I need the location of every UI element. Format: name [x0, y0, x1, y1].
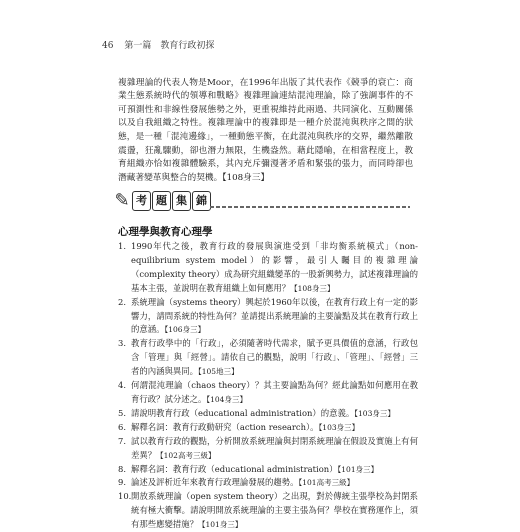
banner-tile: 考 [132, 191, 151, 211]
question-text: 何謂混沌理論（chaos theory）？其主要論點為何？經此論點如何應用在教育行政？試分述之。 [131, 380, 418, 404]
question-number: 7. [118, 435, 126, 446]
list-item [118, 476, 418, 490]
list-item [118, 435, 418, 463]
question-text: 請說明教育行政（educational administration）的意義。 [131, 407, 355, 418]
list-item [118, 421, 418, 435]
exam-tag: 【105地三】 [198, 367, 239, 377]
question-list [118, 240, 418, 532]
running-title: 第一篇 教育行政初探 [124, 41, 215, 51]
exam-collection-banner [110, 189, 410, 213]
exam-tag: 【108身三】 [290, 283, 335, 293]
pencil-icon: ✎ [114, 190, 130, 211]
list-item [118, 490, 418, 532]
exam-tag: 【101身三】 [337, 464, 379, 474]
question-number: 1. [118, 241, 126, 251]
question-text: 系統理論（systems theory）興起於1960年以後，在教育行政上有一定的影響力，請問系統的特性為何？並請提出系統理論的主要論點及其在教育行政上的意涵。 [131, 296, 418, 335]
running-header [102, 38, 214, 51]
banner-tile: 錦 [192, 191, 211, 211]
question-number: 10. [118, 491, 132, 502]
question-number: 6. [118, 421, 126, 432]
list-item [118, 379, 418, 407]
exam-tag: 【104身三】 [206, 394, 247, 404]
exam-tag: 【102高考三級】 [156, 450, 216, 460]
exam-tag: 【103身三】 [318, 422, 360, 432]
question-text: 解釋名詞：教育行政（educational administration） [131, 463, 338, 474]
banner-tile: 集 [172, 191, 191, 211]
question-number: 4. [118, 380, 126, 391]
banner-tile: 題 [152, 191, 171, 211]
question-text: 解釋名詞：教育行政動研究（action research）。 [131, 421, 319, 432]
page-number: 46 [102, 41, 114, 51]
banner-title [132, 191, 211, 211]
intro-paragraph: 複雜理論的代表人物是Moor，在1996年出版了其代表作《競爭的衰亡：商業生態系統時代的領導和戰略》複雜理論連結混沌理論，除了強調事件的不可預測性和非線性發展態勢之外，更重視維持此兩過、共同演化、互動關係以及自我組織之特性。複雜理論中的複雜即是一種介於混沌與秩序之間的狀態，是一種「混沌邊緣」，一種動態平衡，在此混沌與秩序的交界，繼然離散震盪，狂亂驟動，卻也潛力無限，生機盎然。藉此隱喻，在相當程度上，教育組織亦恰如複雜體驗系，其內充斥彌漫著矛盾和緊張的張力，而同時卻也潛藏著變革與整合的契機。【108身三】 [118, 77, 413, 183]
section-title: 心理學與教育心理學 [118, 226, 213, 238]
question-text: 試以教育行政的觀點，分析開放系統理論與封閉系統理論在假設及實施上有何差異？ [131, 435, 418, 460]
exam-tag: 【106身三】 [164, 325, 206, 335]
dashed-divider [210, 206, 410, 208]
question-number: 5. [118, 407, 126, 418]
list-item [118, 337, 418, 379]
exam-tag: 【101高考三級】 [298, 478, 355, 488]
question-text: 1990年代之後，教育行政的發展與演進受到「非均衡系統模式」（non-equilibrium system model）的影響，最引人矚目的複雜理論（complexity theory）成為研究組織變革的一股新興勢力，試述複雜理論的基本主張，並說明在教育組織上如何應用？ [131, 241, 418, 293]
question-text: 論述及評析近年來教育行政理論發展的趨勢。 [131, 477, 299, 488]
question-number: 8. [118, 463, 126, 474]
question-number: 2. [118, 296, 126, 307]
question-number: 3. [118, 338, 126, 349]
exam-tag: 【103身三】 [354, 408, 395, 418]
question-number: 9. [118, 477, 126, 488]
question-text: 教育行政學中的「行政」，必須隨著時代需求，賦予更具價值的意涵，行政包含「管理」與「經營」。請依自己的觀點，說明「行政」、「管理」、「經營」三者的內涵與異同。 [131, 338, 418, 377]
list-item [118, 463, 418, 477]
question-text: 開放系統理論（open system theory）之出現，對於傳統主張學校為封閉系統有極大衝擊。請說明開放系統理論的主要主張為何？學校在實務運作上，須有那些應變措施？ [131, 491, 418, 530]
list-item [118, 240, 418, 296]
list-item [118, 296, 418, 338]
exam-tag: 【101身三】 [198, 520, 243, 530]
list-item [118, 407, 418, 421]
